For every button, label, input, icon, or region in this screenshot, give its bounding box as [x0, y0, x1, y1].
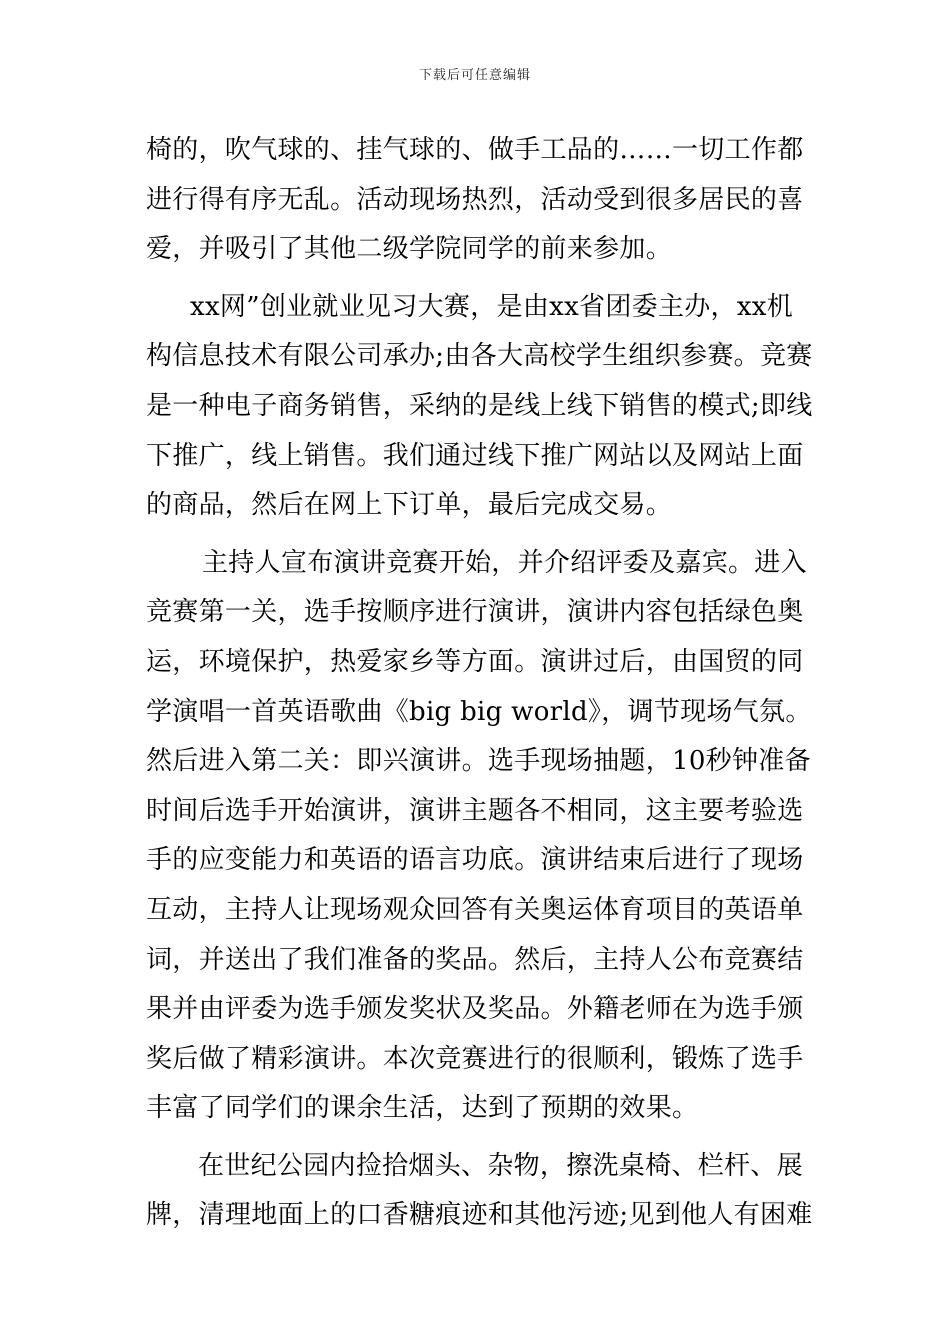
text-line: 丰富了同学们的课余生活，达到了预期的效果。 — [146, 1093, 699, 1124]
text-line: 是一种电子商务销售，采纳的是线上线下销售的模式;即线 — [146, 390, 813, 421]
paragraph-2 — [146, 283, 813, 531]
text-line: 学演唱一首英语歌曲《big big world》，调节现场气氛。 — [146, 696, 812, 727]
text-line: 果并由评委为选手颁发奖状及奖品。外籍老师在为选手颁 — [146, 994, 804, 1025]
page-header: 下载后可任意编辑 — [418, 68, 531, 83]
text-line: 竞赛第一关，选手按顺序进行演讲，演讲内容包括绿色奥 — [146, 597, 804, 628]
text-line: 奖后做了精彩演讲。本次竞赛进行的很顺利，锻炼了选手 — [146, 1043, 804, 1074]
text-line: xx网”创业就业见习大赛，是由xx省团委主办，xx机 — [190, 291, 794, 322]
text-line: 构信息技术有限公司承办;由各大高校学生组织参赛。竞赛 — [146, 341, 813, 372]
text-line: 时间后选手开始演讲，演讲主题各不相同，这主要考验选 — [146, 795, 804, 826]
document-body — [146, 126, 813, 1241]
paragraph-3 — [146, 539, 812, 1134]
text-line: 互动，主持人让现场观众回答有关奥运体育项目的英语单 — [146, 894, 804, 925]
paragraph-4 — [146, 1142, 813, 1241]
text-line: 爱，并吸引了其他二级学院同学的前来参加。 — [146, 234, 673, 265]
text-line: 牌，清理地面上的口香糖痕迹和其他污迹;见到他人有困难 — [146, 1200, 813, 1231]
text-line: 进行得有序无乱。活动现场热烈，活动受到很多居民的喜 — [146, 184, 804, 215]
text-line: 椅的，吹气球的、挂气球的、做手工品的……一切工作都 — [146, 135, 804, 165]
text-line: 手的应变能力和英语的语言功底。演讲结束后进行了现场 — [146, 845, 804, 876]
text-line: 的商品，然后在网上下订单，最后完成交易。 — [146, 490, 673, 521]
paragraph-1 — [146, 126, 808, 275]
text-line: 下推广，线上销售。我们通过线下推广网站以及网站上面 — [146, 440, 804, 471]
text-line: 主持人宣布演讲竞赛开始，并介绍评委及嘉宾。进入 — [202, 547, 807, 578]
text-line: 然后进入第二关：即兴演讲。选手现场抽题，10秒钟准备 — [146, 746, 811, 777]
text-line: 词，并送出了我们准备的奖品。然后，主持人公布竞赛结 — [146, 944, 804, 975]
text-line: 在世纪公园内捡拾烟头、杂物，擦洗桌椅、栏杆、展 — [198, 1150, 803, 1181]
text-line: 运，环境保护，热爱家乡等方面。演讲过后，由国贸的同 — [146, 646, 804, 677]
